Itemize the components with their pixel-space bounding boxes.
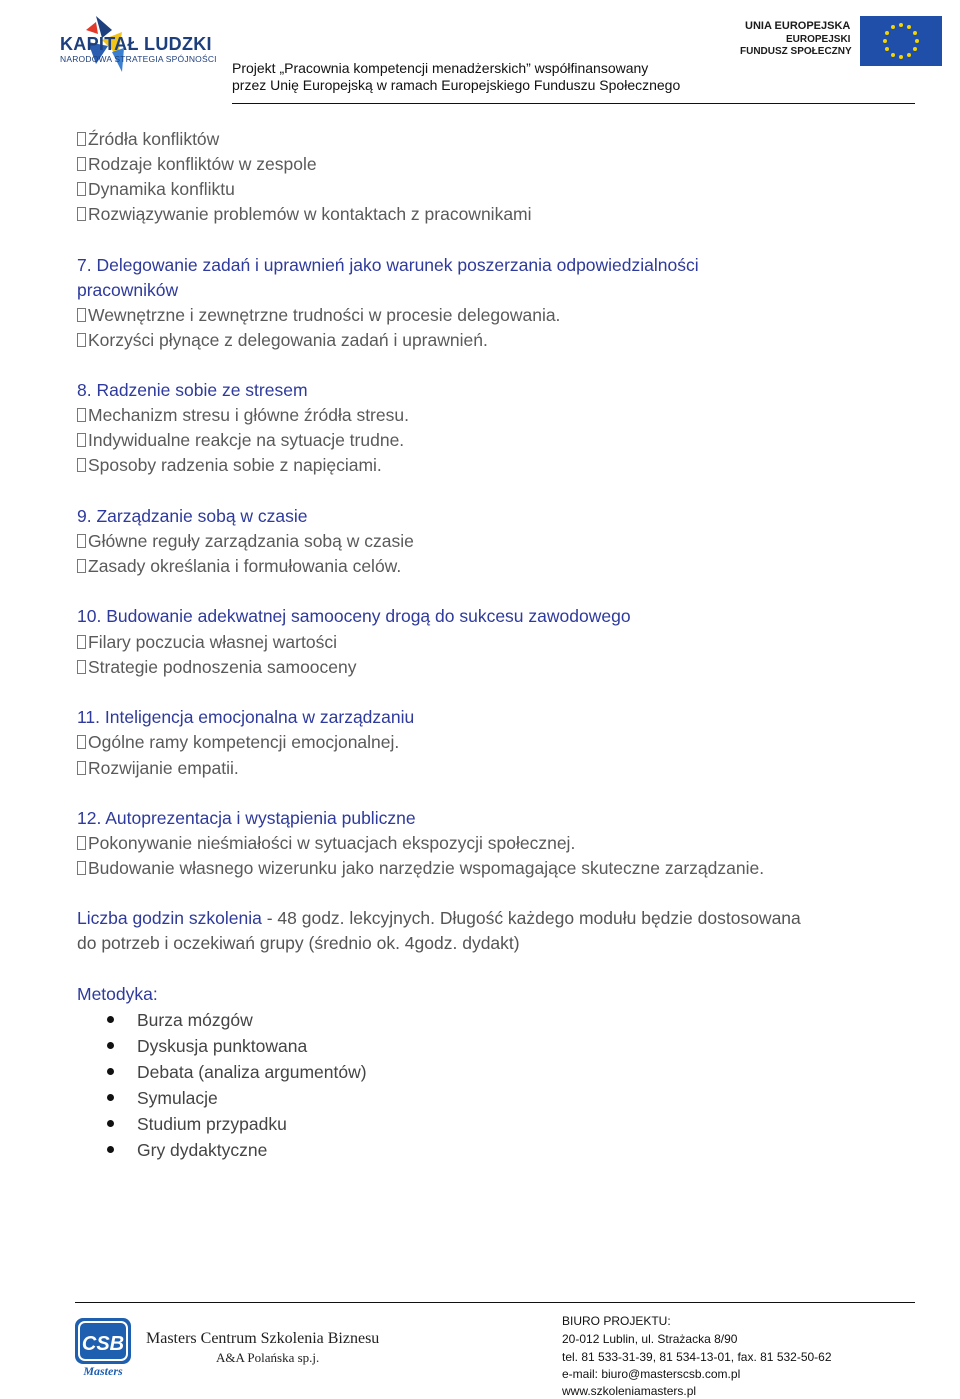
missing-glyph-icon	[77, 333, 86, 347]
eu-flag-icon	[860, 16, 942, 66]
section-9-title: 9. Zarządzanie sobą w czasie	[77, 506, 308, 526]
list-item: Wewnętrzne i zewnętrzne trudności w procesie delegowania.	[77, 304, 560, 326]
footer-divider	[75, 1302, 915, 1303]
method-item: Dyskusja punktowana	[137, 1036, 308, 1056]
method-item: Symulacje	[137, 1088, 218, 1108]
missing-glyph-icon	[77, 534, 86, 548]
missing-glyph-icon	[77, 308, 86, 322]
missing-glyph-icon	[77, 157, 86, 171]
section-11-title: 11. Inteligencja emocjonalna w zarządzaniu	[77, 707, 415, 727]
list-item: Sposoby radzenia sobie z napięciami.	[77, 454, 382, 476]
method-item: Debata (analiza argumentów)	[137, 1062, 367, 1082]
method-item: Gry dydaktyczne	[137, 1140, 268, 1160]
list-item: Rodzaje konfliktów w zespole	[77, 153, 317, 175]
missing-glyph-icon	[77, 635, 86, 649]
bullet-icon	[107, 1094, 114, 1101]
training-hours-label: Liczba godzin szkolenia	[77, 908, 262, 928]
bullet-icon	[107, 1016, 114, 1023]
company-subtitle: A&A Polańska sp.j.	[216, 1350, 320, 1365]
missing-glyph-icon	[77, 761, 86, 775]
list-item: Dynamika konfliktu	[77, 178, 235, 200]
method-item: Burza mózgów	[137, 1010, 253, 1030]
list-item: Rozwiązywanie problemów w kontaktach z pracownikami	[77, 203, 532, 225]
missing-glyph-icon	[77, 433, 86, 447]
missing-glyph-icon	[77, 660, 86, 674]
bullet-icon	[107, 1042, 114, 1049]
section-10-title: 10. Budowanie adekwatnej samooceny drogą do sukcesu zawodowego	[77, 606, 631, 626]
section-7-title-cont: pracowników	[77, 280, 179, 300]
office-phone: tel. 81 533-31-39, 81 534-13-01, fax. 81 532-50-62	[562, 1350, 832, 1364]
bullet-icon	[107, 1120, 114, 1127]
svg-text:Masters: Masters	[83, 1364, 123, 1378]
office-title: BIURO PROJEKTU:	[562, 1314, 671, 1328]
list-item: Ogólne ramy kompetencji emocjonalnej.	[77, 731, 399, 753]
bullet-icon	[107, 1068, 114, 1075]
list-item: Zasady określania i formułowania celów.	[77, 555, 401, 577]
list-item: Indywidualne reakcje na sytuacje trudne.	[77, 429, 404, 451]
list-item: Źródła konfliktów	[77, 128, 219, 150]
office-address: 20-012 Lublin, ul. Strażacka 8/90	[562, 1332, 738, 1346]
methods-title: Metodyka:	[77, 984, 158, 1004]
list-item: Filary poczucia własnej wartości	[77, 631, 337, 653]
ue-label-line2: EUROPEJSKI	[786, 34, 851, 45]
project-info-line1: Projekt „Pracownia kompetencji menadżerskich” współfinansowany	[232, 60, 649, 76]
missing-glyph-icon	[77, 735, 86, 749]
section-8-title: 8. Radzenie sobie ze stresem	[77, 380, 308, 400]
office-website[interactable]: www.szkoleniamasters.pl	[562, 1384, 697, 1398]
training-hours-line1: Liczba godzin szkolenia - 48 godz. lekcyjnych. Długość każdego modułu będzie dostosowana	[77, 908, 801, 928]
svg-text:CSB: CSB	[81, 1333, 125, 1355]
list-item: Korzyści płynące z delegowania zadań i uprawnień.	[77, 329, 488, 351]
training-hours-line2: do potrzeb i oczekiwań grupy (średnio ok. 4godz. dydakt)	[77, 933, 520, 953]
missing-glyph-icon	[77, 207, 86, 221]
ue-label-line3: FUNDUSZ SPOŁECZNY	[740, 46, 852, 57]
project-info-line2: przez Unię Europejską w ramach Europejskiego Funduszu Społecznego	[232, 77, 681, 93]
missing-glyph-icon	[77, 408, 86, 422]
list-item: Budowanie własnego wizerunku jako narzędzie wspomagające skuteczne zarządzanie.	[77, 857, 764, 879]
list-item: Główne reguły zarządzania sobą w czasie	[77, 530, 414, 552]
section-12-title: 12. Autoprezentacja i wystąpienia publiczne	[77, 808, 416, 828]
missing-glyph-icon	[77, 559, 86, 573]
missing-glyph-icon	[77, 861, 86, 875]
company-name: Masters Centrum Szkolenia Biznesu	[146, 1330, 380, 1347]
method-item: Studium przypadku	[137, 1114, 287, 1134]
list-item: Rozwijanie empatii.	[77, 757, 239, 779]
bullet-icon	[107, 1146, 114, 1153]
list-item: Strategie podnoszenia samooceny	[77, 656, 357, 678]
section-7-title: 7. Delegowanie zadań i uprawnień jako warunek poszerzania odpowiedzialności	[77, 255, 699, 275]
missing-glyph-icon	[77, 132, 86, 146]
office-email[interactable]: e-mail: biuro@masterscsb.com.pl	[562, 1367, 741, 1381]
kapital-ludzki-title: KAPITAŁ LUDZKI	[60, 34, 212, 54]
ue-label-line1: UNIA EUROPEJSKA	[745, 20, 851, 32]
missing-glyph-icon	[77, 458, 86, 472]
masters-csb-logo	[75, 1318, 131, 1378]
missing-glyph-icon	[77, 182, 86, 196]
missing-glyph-icon	[77, 836, 86, 850]
list-item: Pokonywanie nieśmiałości w sytuacjach ekspozycji społecznej.	[77, 832, 575, 854]
list-item: Mechanizm stresu i główne źródła stresu.	[77, 404, 409, 426]
header-divider	[232, 103, 915, 104]
kapital-ludzki-subtitle: NARODOWA STRATEGIA SPÓJNOŚCI	[60, 54, 217, 64]
